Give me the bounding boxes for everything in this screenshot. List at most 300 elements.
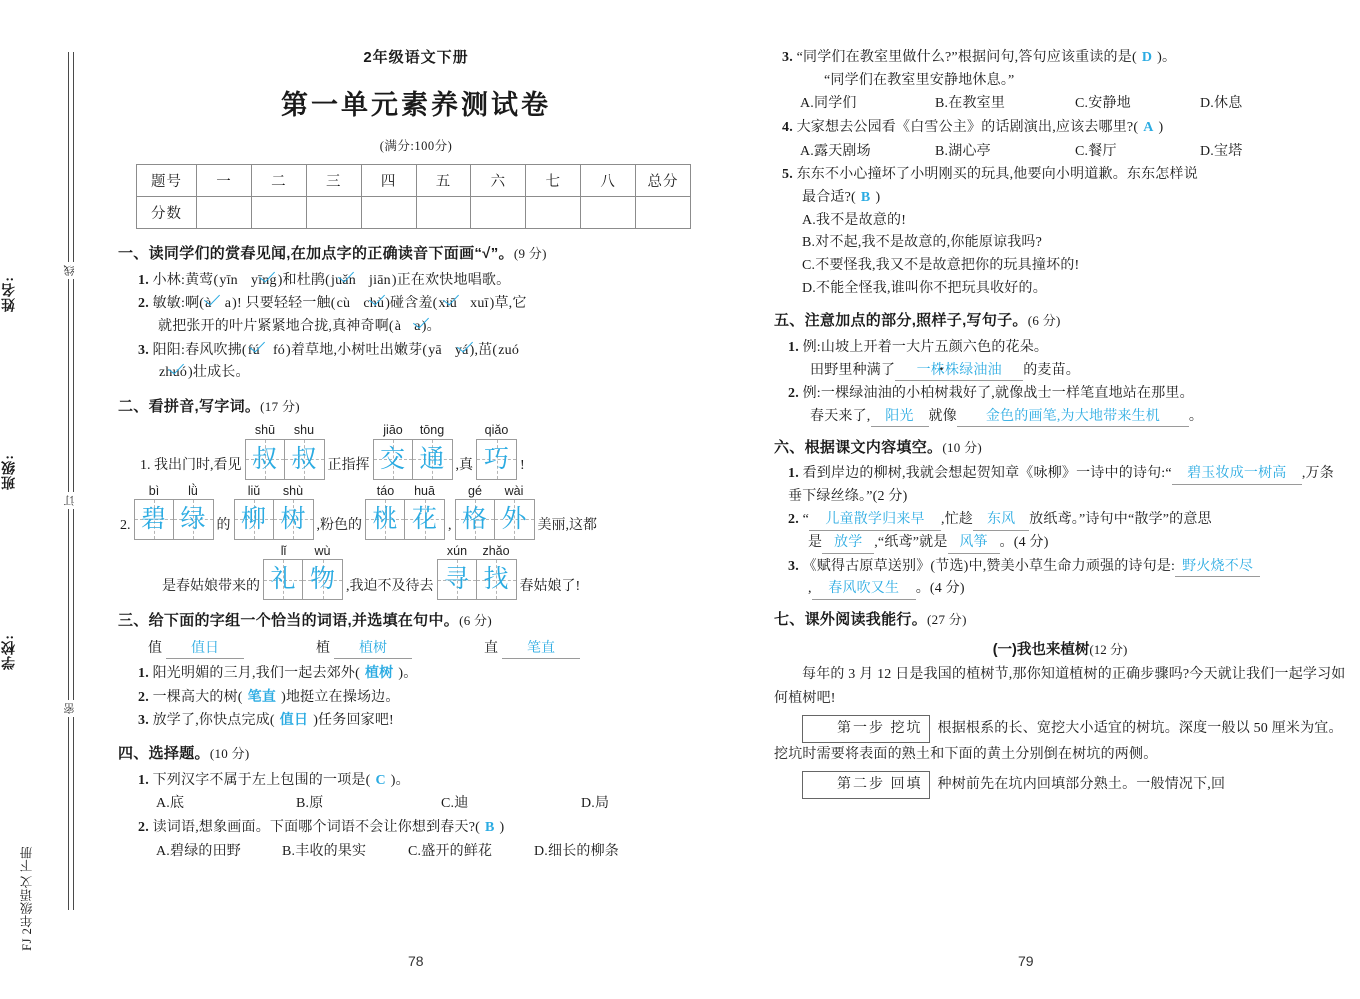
tianzige-cell[interactable]	[477, 560, 516, 599]
section4-item-4	[782, 117, 1346, 140]
section4-item-3-options	[800, 93, 1346, 116]
word-build-item	[484, 637, 580, 660]
pinyin-hint: zhǎo	[482, 543, 510, 558]
q-stem-post: )。	[1157, 50, 1177, 65]
reading-paragraph-1: 每年的 3 月 12 日是我国的植树节,那你知道植树的正确步骤吗?今天就让我们一起学习如何植树吧!	[774, 666, 1346, 706]
score-table-row-label-0: 题号	[137, 165, 197, 197]
q-number: 3.	[138, 342, 149, 358]
binding-mark-xian: 线	[62, 262, 80, 279]
tianzige-cell[interactable]	[477, 440, 516, 479]
school-text: 学校:	[2, 634, 17, 670]
line-text-pre: 我出门时,看见	[154, 458, 242, 474]
q-text-a: 阳阳:春风吹拂(	[152, 342, 247, 358]
filled-answer[interactable]: 笔直	[247, 689, 277, 705]
q-text-line2a: 就把张开的叶片紧紧地合拢,真神奇啊(	[158, 318, 394, 334]
q-stem: 读词语,想象画面。下面哪个词语不会让你想到春天?(	[152, 819, 480, 835]
pinyin-option-selected[interactable]: xiū	[438, 293, 459, 316]
section3-word-build-row	[148, 637, 714, 660]
tianzige-cell[interactable]	[246, 440, 285, 479]
option-b[interactable]: B.在教室里	[935, 96, 1006, 112]
tianzige-cell[interactable]	[405, 500, 444, 539]
step-2-label: 第二步 回填	[802, 771, 930, 799]
section-2-heading-text: 二、看拼音,写字词。	[118, 397, 261, 415]
q-number: 2.	[120, 518, 131, 534]
table-row-header	[137, 165, 691, 197]
pinyin-hint: liǔ	[247, 483, 261, 498]
pinyin-option[interactable]: yā	[428, 342, 442, 358]
written-answer-1[interactable]: 阳光	[871, 408, 929, 428]
score-cell-6[interactable]	[526, 197, 581, 229]
q-text-b: )着草地,小树吐出嫩芽(	[286, 342, 428, 358]
section-6-heading-text: 六、根据课文内容填空。	[774, 438, 943, 456]
written-answer-2[interactable]: 春风吹又生	[812, 580, 916, 600]
q-number: 2.	[788, 512, 799, 528]
section-5-heading	[774, 310, 1346, 333]
q-quote: “同学们在教室里安静地休息。”	[824, 72, 1015, 88]
pinyin-option-selected[interactable]: a	[413, 316, 421, 339]
section-1-points: (9 分)	[513, 246, 547, 261]
option-b[interactable]: B.丰收的果实	[282, 843, 367, 859]
reading-passage-title	[774, 638, 1346, 659]
q-text-line2-pre: 是	[808, 535, 823, 551]
line-text-mid2: ,真	[455, 458, 473, 474]
q-text-c: )碰含羞(	[385, 296, 438, 312]
section-7-heading-text: 七、课外阅读我能行。	[774, 611, 928, 629]
seed-char: 直	[484, 640, 498, 656]
q-number: 5.	[782, 167, 793, 183]
word-build-item	[316, 637, 412, 660]
written-char: 物	[309, 566, 335, 594]
q-text-line2: )壮成长。	[188, 365, 250, 381]
q-continuation	[158, 362, 714, 385]
q-stem: 下列汉字不属于左上包围的一项是(	[152, 772, 371, 788]
tianzige-group[interactable]	[373, 422, 453, 479]
score-cell-0[interactable]	[197, 197, 252, 229]
tianzige-group[interactable]	[437, 543, 517, 600]
q-number: 1.	[138, 272, 149, 288]
choice-answer[interactable]: D	[1141, 50, 1153, 65]
line-text-tail: 美丽,这都	[537, 518, 597, 534]
pinyin-hint: shù	[282, 483, 304, 498]
pinyin-hint: bì	[148, 483, 160, 498]
section4-item-4-options	[800, 141, 1346, 164]
section-3-heading-text: 三、给下面的字组一个恰当的词语,并选填在句中。	[118, 612, 460, 630]
tianzige-group[interactable]	[263, 543, 343, 600]
written-answer[interactable]: 碧玉妆成一树高	[1172, 465, 1302, 485]
step-2-text: 种树前先在坑内回填部分熟土。一般情况下,回	[937, 776, 1226, 792]
pinyin-hint: wài	[504, 483, 524, 498]
tianzige-group[interactable]	[455, 483, 535, 540]
written-char: 叔	[291, 445, 317, 473]
written-char: 礼	[270, 566, 296, 594]
section4-item-3	[782, 47, 1346, 92]
section-4-heading-text: 四、选择题。	[118, 745, 210, 763]
tianzige-cell[interactable]	[264, 560, 303, 599]
tianzige-group[interactable]	[365, 483, 445, 540]
grade-subtitle: 2年级语文下册	[363, 49, 469, 66]
score-table-col-3: 四	[361, 165, 416, 197]
example-text: 例:一棵绿油油的小柏树栽好了,就像战士一样笔直地站在那里。	[802, 386, 1194, 402]
written-answer-1[interactable]: 儿童散学归来早	[809, 511, 941, 531]
written-char: 找	[483, 566, 509, 594]
pinyin-hint: wù	[314, 543, 331, 558]
section-6-heading	[774, 437, 1346, 460]
option-d[interactable]: D.局	[581, 796, 610, 812]
pinyin-option-selected[interactable]: juǎn	[330, 270, 357, 293]
pinyin-hint: shu	[293, 423, 315, 438]
page-number-left: 78	[408, 953, 424, 969]
choice-answer[interactable]: A	[1143, 120, 1154, 136]
score-table-col-4: 五	[416, 165, 471, 197]
option-c[interactable]: C.迪	[441, 796, 469, 812]
line-text-tail: !	[520, 458, 525, 474]
pinyin-hint: tōng	[419, 423, 445, 438]
written-char: 碧	[140, 505, 166, 533]
fill-pre: 田野里种满了	[810, 362, 896, 378]
tianzige-group[interactable]	[134, 483, 214, 540]
section1-question-2	[138, 293, 714, 338]
q-stem-post: )	[499, 819, 505, 835]
score-table	[136, 164, 691, 229]
choice-answer[interactable]: B	[860, 190, 871, 206]
pinyin-option[interactable]: à	[394, 318, 402, 334]
section-1-heading	[118, 243, 714, 266]
q-number: 1.	[140, 458, 151, 474]
fill-pre: 春天来了,	[810, 408, 871, 424]
pinyin-option-selected[interactable]: à	[204, 293, 212, 316]
q-stem: 大家想去公园看《白雪公主》的话剧演出,应该去哪里?(	[796, 120, 1139, 136]
option-b[interactable]: B.原	[296, 796, 324, 812]
q-text-post: )任务回家吧!	[313, 713, 394, 729]
q-text-line2b: )。	[421, 318, 441, 334]
tianzige-cell[interactable]	[285, 440, 324, 479]
written-char: 柳	[240, 505, 266, 533]
q-text-pre: 放学了,你快点完成(	[152, 713, 275, 729]
binding-sidebar	[0, 0, 108, 999]
item-points: (4 分)	[929, 581, 965, 597]
written-char: 绿	[180, 505, 206, 533]
word-answer[interactable]: 植树	[334, 640, 412, 660]
line-text-mid3: ,	[448, 518, 452, 534]
book-edition-footer: FJ 2年级语文 下册	[20, 846, 34, 951]
written-char: 寻	[443, 566, 469, 594]
option-d[interactable]: D.宝塔	[1200, 143, 1243, 159]
example-pre: 例:山坡上开着	[802, 339, 892, 355]
pinyin-hint: shū	[254, 423, 276, 438]
option-a[interactable]: A.我不是故意的!	[802, 212, 907, 228]
section4-item-1	[138, 770, 714, 793]
written-char: 花	[411, 505, 437, 533]
option-c[interactable]: C.不要怪我,我又不是故意把你的玩具撞坏的!	[802, 258, 1080, 274]
q-continuation	[158, 316, 714, 339]
page-number-right: 79	[1018, 953, 1034, 969]
pinyin-hint: xún	[446, 543, 468, 558]
q-text-post: 。	[915, 581, 930, 597]
q-number: 2.	[138, 689, 149, 705]
option-a[interactable]: A.碧绿的田野	[156, 843, 242, 859]
option-d[interactable]: D.休息	[1200, 96, 1243, 112]
section3-item-2	[138, 687, 714, 710]
choice-answer[interactable]: B	[484, 819, 495, 835]
step-1-text: 根据根系的长、宽挖大小适宜的树坑。深度一般以 50 厘米为宜。挖坑时需要将表面的熟土和下面的黄土分别倒在树坑的两侧。	[774, 720, 1343, 762]
filled-answer[interactable]: 植树	[364, 666, 394, 682]
tianzige-cell[interactable]	[366, 500, 405, 539]
section2-line-3	[162, 543, 714, 600]
pinyin-option-selected[interactable]: chù	[362, 293, 385, 316]
binding-mark-ding: 订	[62, 492, 80, 509]
section3-item-1	[138, 663, 714, 686]
q-stem-post: )	[875, 190, 881, 206]
fill-line	[810, 360, 1346, 383]
pinyin-hint: lǜ	[188, 483, 198, 498]
tianzige-cell[interactable]	[413, 440, 452, 479]
fill-line	[810, 406, 1346, 429]
section-5-points: (6 分)	[1027, 313, 1061, 329]
binding-rule-right	[73, 52, 74, 910]
q-text-pre: 阳光明媚的三月,我们一起去郊外(	[152, 666, 360, 682]
pinyin-option-selected[interactable]: yá	[454, 340, 470, 363]
q-text-b: )! 只要轻轻一触(	[232, 296, 336, 312]
tianzige-group[interactable]	[245, 422, 325, 479]
section4-item-2-options	[156, 841, 714, 864]
right-page	[768, 0, 1360, 999]
item-points: (4 分)	[1013, 535, 1049, 551]
section5-item-1	[788, 337, 1346, 382]
choice-answer[interactable]: C	[375, 772, 386, 788]
gutter	[728, 0, 768, 999]
section6-item-3	[788, 556, 1346, 601]
q-number: 2.	[138, 296, 149, 312]
section-6-points: (10 分)	[942, 439, 983, 455]
school-label	[0, 580, 68, 670]
score-table-row-label-1: 分数	[137, 197, 197, 229]
example-post: 的花朵。	[991, 339, 1049, 355]
written-char: 桃	[372, 505, 398, 533]
score-cell-4[interactable]	[416, 197, 471, 229]
section-7-points: (27 分)	[927, 612, 967, 628]
pinyin-option[interactable]: fó	[272, 342, 285, 358]
pinyin-option[interactable]: yīn	[219, 272, 238, 288]
written-char: 巧	[483, 445, 509, 473]
option-c[interactable]: C.餐厅	[1075, 143, 1117, 159]
q-number: 1.	[138, 772, 149, 788]
score-table-col-6: 七	[526, 165, 581, 197]
line-text-mid1: 的	[216, 518, 231, 534]
written-answer-2[interactable]: 金色的画笔,为大地带来生机	[957, 408, 1189, 428]
score-cell-7[interactable]	[581, 197, 636, 229]
q-stem-line2	[802, 187, 1346, 210]
section1-question-1	[138, 270, 714, 293]
q-text-a: 敏敏:啊(	[152, 296, 205, 312]
pinyin-hint: jiāo	[383, 423, 403, 438]
pinyin-hint: gé	[468, 483, 482, 498]
q-number: 3.	[782, 50, 793, 65]
written-char: 通	[419, 445, 445, 473]
written-char: 交	[379, 445, 405, 473]
option-c[interactable]: C.安静地	[1075, 96, 1131, 112]
section-7-heading	[774, 609, 1346, 632]
fill-post: 的麦苗。	[1023, 362, 1081, 378]
q-text-post: )。	[398, 666, 418, 682]
score-cell-5[interactable]	[471, 197, 526, 229]
tianzige-cell[interactable]	[456, 500, 495, 539]
fill-mid: 就像	[928, 408, 957, 424]
option-b[interactable]: B.对不起,我不是故意的,你能原谅我吗?	[802, 235, 1043, 251]
full-score-note: (满分:100分)	[379, 139, 453, 153]
line-text-pre: 是春姑娘带来的	[162, 578, 260, 594]
q-text-mid: ,	[808, 581, 812, 597]
q-text-post: 。	[999, 535, 1014, 551]
reading-points: (12 分)	[1089, 641, 1128, 657]
table-row-scores	[137, 197, 691, 229]
section4-item-2	[138, 817, 714, 840]
q-number: 2.	[138, 819, 149, 835]
option-d[interactable]: D.细长的柳条	[534, 843, 620, 859]
q-text-mid2: 放纸鸢。”诗句中“散学”的意思	[1029, 512, 1212, 528]
tianzige-cell[interactable]	[274, 500, 313, 539]
section2-line-2	[120, 483, 714, 540]
emphasis-dotted-text: 一大片五颜六色 .	[892, 340, 991, 355]
written-char: 树	[280, 505, 306, 533]
tianzige-group[interactable]	[234, 483, 314, 540]
pinyin-option[interactable]: cù	[336, 296, 351, 312]
q-text-pre: 看到岸边的柳树,我就会想起贺知章《咏柳》一诗中的诗句:“	[802, 466, 1172, 482]
tianzige-cell[interactable]	[374, 440, 413, 479]
word-answer[interactable]: 值日	[166, 640, 244, 660]
tianzige-cell[interactable]	[438, 560, 477, 599]
written-answer-3[interactable]: 放学	[822, 534, 874, 554]
written-answer-2[interactable]: 东风	[973, 511, 1029, 531]
step-1-label: 第一步 挖坑	[802, 715, 930, 743]
q-number: 1.	[138, 666, 149, 682]
pinyin-option-selected[interactable]: yīng	[250, 270, 278, 293]
line-text-mid2: ,粉色的	[316, 518, 362, 534]
section1-question-3	[138, 340, 714, 385]
score-table-col-0: 一	[197, 165, 252, 197]
q-stem-post: )	[1158, 120, 1164, 136]
reading-step-2	[774, 771, 1346, 799]
section5-item-2	[788, 383, 1346, 428]
written-answer[interactable]: 一株株绿油油	[895, 362, 1023, 382]
q-text-pre: 一棵高大的树(	[152, 689, 243, 705]
section-1-heading-text: 一、读同学们的赏春见闻,在加点字的正确读音下面画“√”。	[118, 245, 514, 262]
q-number: 3.	[138, 713, 149, 729]
pinyin-hint: qiǎo	[484, 423, 509, 438]
binding-rule-left	[68, 52, 69, 910]
pinyin-hint: lǐ	[280, 543, 287, 558]
word-answer[interactable]: 笔直	[502, 640, 580, 660]
section-4-heading	[118, 743, 714, 766]
tianzige-cell[interactable]	[235, 500, 274, 539]
reading-title-text: (一)我也来植树	[992, 641, 1090, 658]
binding-mark-mi: 密	[62, 700, 80, 717]
option-a[interactable]: A.底	[156, 796, 185, 812]
q-stem-post: )。	[390, 772, 410, 788]
left-page	[108, 0, 728, 999]
q-text-b: )和杜鹃(	[277, 272, 331, 288]
word-build-item	[148, 637, 244, 660]
option-a[interactable]: A.露天剧场	[800, 143, 871, 159]
pinyin-option-selected[interactable]: fú	[247, 340, 261, 363]
score-table-col-2: 三	[306, 165, 361, 197]
q-text-pre: 《赋得古原草送别》(节选)中,赞美小草生命力顽强的诗句是:	[802, 558, 1176, 574]
option-d[interactable]: D.不能全怪我,谁叫你不把玩具收好的。	[802, 280, 1047, 296]
score-table-col-1: 二	[251, 165, 306, 197]
reading-step-1	[774, 715, 1346, 767]
score-cell-8[interactable]	[636, 197, 691, 229]
section-4-points: (10 分)	[209, 746, 250, 762]
q-stem-line2-pre: 最合适?(	[802, 190, 856, 206]
quote-open: “	[802, 512, 810, 528]
q-stem: 东东不小心撞坏了小明刚买的玩具,他要向小明道歉。东东怎样说	[796, 167, 1198, 183]
score-cell-1[interactable]	[251, 197, 306, 229]
pinyin-option[interactable]: zuó	[498, 342, 520, 358]
written-answer-1[interactable]: 野火烧不尽	[1175, 558, 1260, 578]
line-text-tail: 春姑娘了!	[519, 578, 581, 594]
option-a[interactable]: A.同学们	[800, 96, 857, 112]
option-c[interactable]: C.盛开的鲜花	[408, 843, 493, 859]
q-text-d: )草,它	[489, 296, 527, 312]
written-char: 格	[461, 505, 487, 533]
section6-item-2	[788, 509, 1346, 554]
score-cell-3[interactable]	[361, 197, 416, 229]
q-text-post: ,万条垂下绿丝绦。”	[788, 466, 1334, 504]
section4-item-5	[782, 164, 1346, 300]
pinyin-hint: huā	[414, 483, 435, 498]
section-2-heading	[118, 396, 714, 419]
q-continuation	[808, 532, 1346, 555]
q-text-post: )地挺立在操场边。	[281, 689, 400, 705]
tianzige-cell[interactable]	[174, 500, 213, 539]
fill-post: 。	[1188, 408, 1204, 424]
option-b[interactable]: B.湖心亭	[935, 143, 991, 159]
filled-answer[interactable]: 值日	[279, 713, 309, 729]
section-2-points: (17 分)	[260, 398, 300, 414]
score-table-col-8: 总分	[636, 165, 691, 197]
q-number: 2.	[788, 386, 799, 402]
q-continuation	[808, 578, 1346, 601]
written-answer-4[interactable]: 风筝	[948, 534, 1000, 554]
pinyin-option-selected[interactable]: zhuó	[158, 362, 188, 385]
written-char: 叔	[251, 445, 277, 473]
q-text-mid3: ,“纸鸢”就是	[874, 535, 948, 551]
student-name-label	[0, 222, 68, 312]
tianzige-group[interactable]	[476, 422, 517, 479]
q-number: 1.	[788, 339, 799, 355]
class-text: 班级:	[2, 454, 17, 490]
q-stem: “同学们在教室里做什么?”根据问句,答句应该重读的是(	[796, 50, 1137, 65]
section-3-heading	[118, 610, 714, 633]
page-title: 第一单元素养测试卷	[281, 90, 551, 120]
line-text-mid1: 正指挥	[327, 458, 370, 474]
score-cell-2[interactable]	[306, 197, 361, 229]
pinyin-option[interactable]: a	[224, 296, 232, 312]
q-number: 1.	[788, 466, 799, 482]
tianzige-cell[interactable]	[495, 500, 534, 539]
q-number: 4.	[782, 120, 793, 136]
tianzige-cell[interactable]	[135, 500, 174, 539]
pinyin-option[interactable]: jiān	[369, 272, 391, 288]
section-3-points: (6 分)	[459, 613, 492, 629]
q-number: 3.	[788, 558, 799, 574]
class-label	[0, 400, 68, 490]
pinyin-option[interactable]: xuī	[470, 296, 489, 312]
written-char: 外	[501, 505, 527, 533]
line-text-mid1: ,我迫不及待去	[346, 578, 434, 594]
item-points: (2 分)	[872, 488, 908, 504]
tianzige-cell[interactable]	[303, 560, 342, 599]
q-text-c: ),茁(	[469, 342, 498, 358]
